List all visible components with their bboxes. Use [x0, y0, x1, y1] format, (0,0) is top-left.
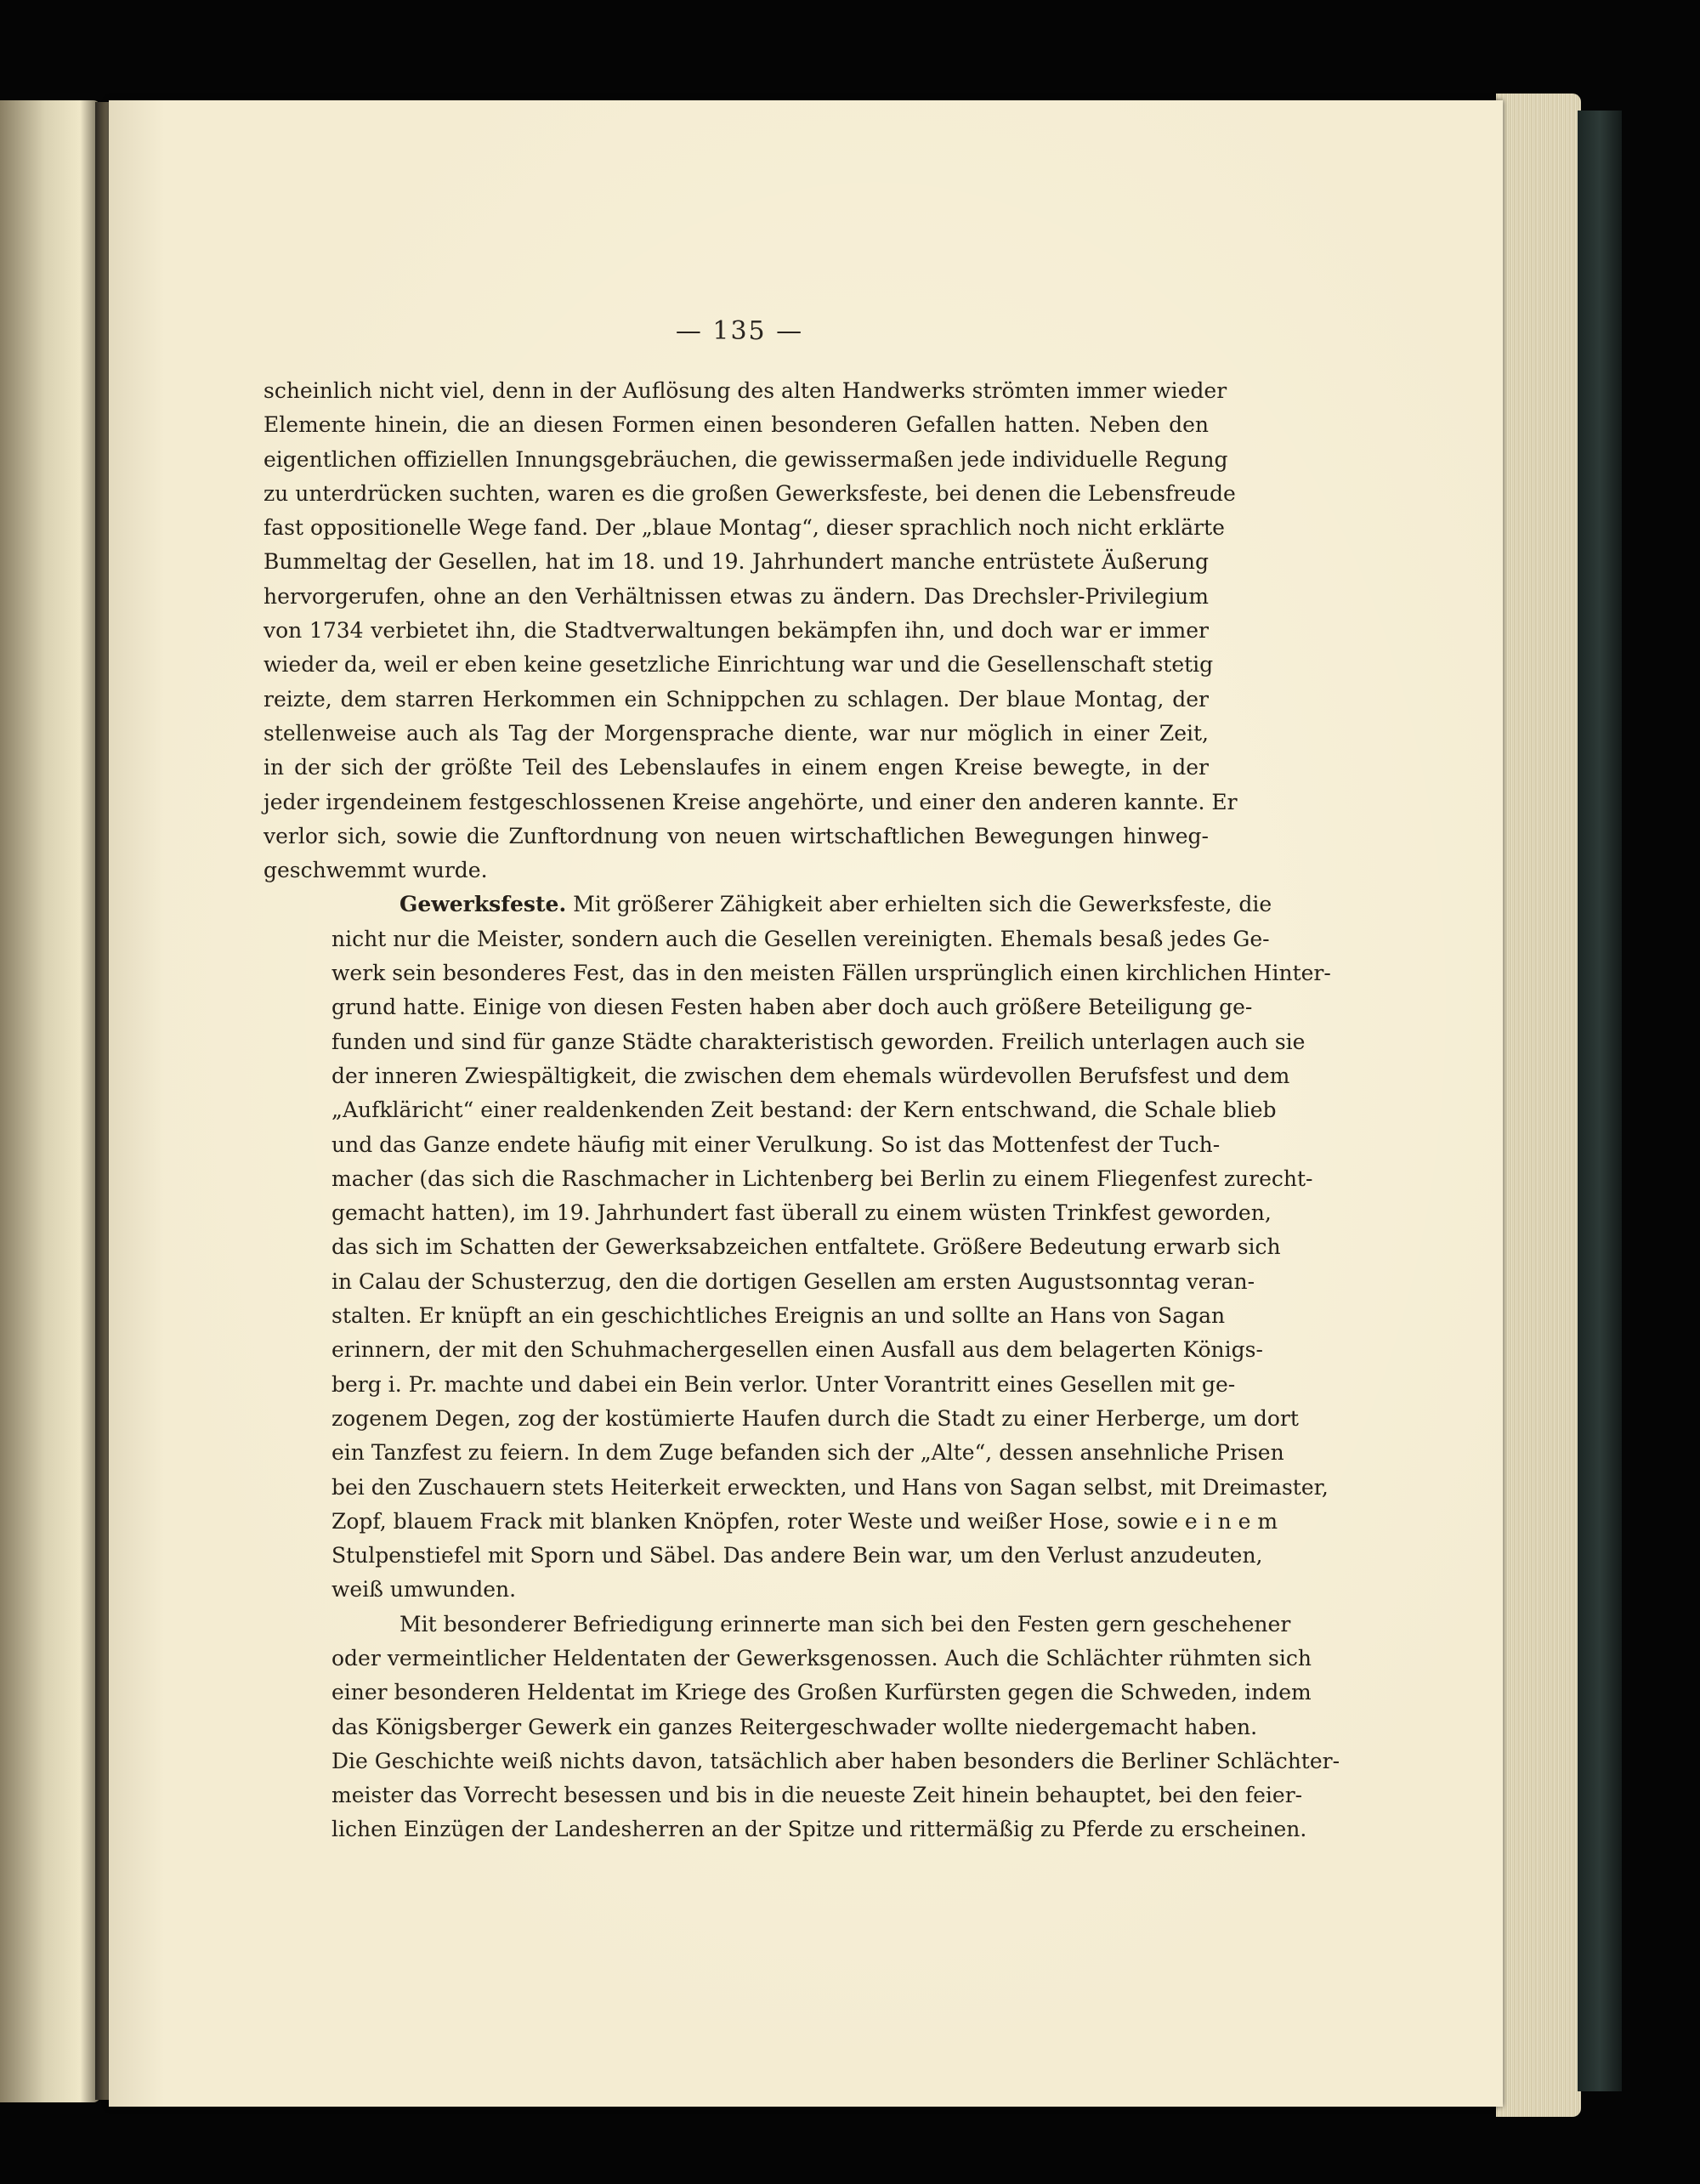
text-line: stalten. Er knüpft an ein geschichtliches Ereignis an und sollte an Hans von Sagan	[332, 1303, 1226, 1329]
text-line: Mit besonderer Befriedigung erinnerte man sich bei den Festen gern geschehener	[400, 1611, 1291, 1637]
paragraph	[264, 1608, 1340, 1847]
text-line: berg i. Pr. machte und dabei ein Bein verlor. Unter Vorantritt eines Gesellen mit ge-	[332, 1371, 1236, 1397]
text-line: geschwemmt wurde.	[264, 858, 488, 883]
paragraph	[264, 374, 1238, 888]
text-line: Die Geschichte weiß nichts davon, tatsächlich aber haben besonders die Berliner Schlächter-	[332, 1748, 1340, 1773]
page-edges	[1496, 94, 1581, 2117]
text-line: ein Tanzfest zu feiern. In dem Zuge befanden sich der „Alte“, dessen ansehnliche Prisen	[332, 1440, 1284, 1466]
text-line: scheinlich nicht viel, denn in der Auflösung des alten Handwerks strömten immer wieder	[264, 378, 1227, 403]
text-line: einer besonderen Heldentat im Kriege des Großen Kurfürsten gegen die Schweden, indem	[332, 1680, 1312, 1705]
text-line: oder vermeintlicher Heldentaten der Gewerksgenossen. Auch die Schlächter rühmten sich	[332, 1645, 1312, 1671]
text-line: funden und sind für ganze Städte charakteristisch geworden. Freilich unterlagen auch sie	[332, 1029, 1306, 1054]
text-line: Bummeltag der Gesellen, hat im 18. und 19. Jahrhundert manche entrüstete Äußerung	[264, 549, 1209, 575]
text-line: eigentlichen offiziellen Innungsgebräuchen, die gewissermaßen jede individuelle Regung	[264, 446, 1228, 472]
text-line: hervorgerufen, ohne an den Verhältnissen etwas zu ändern. Das Drechsler-Privilegium	[264, 583, 1209, 609]
text-line: Elemente hinein, die an diesen Formen einen besonderen Gefallen hatten. Neben den	[264, 412, 1209, 438]
text-line: das Königsberger Gewerk ein ganzes Reitergeschwader wollte niedergemacht haben.	[332, 1714, 1258, 1739]
text-line: nicht nur die Meister, sondern auch die Gesellen vereinigten. Ehemals besaß jedes Ge-	[332, 926, 1270, 951]
text-line: von 1734 verbietet ihn, die Stadtverwaltungen bekämpfen ihn, und doch war er immer	[264, 618, 1209, 644]
text-line: lichen Einzügen der Landesherren an der Spitze und rittermäßig zu Pferde zu erscheinen.	[332, 1817, 1307, 1842]
text-line: weiß umwunden.	[332, 1577, 517, 1603]
text-line: gemacht hatten), im 19. Jahrhundert fast überall zu einem wüsten Trinkfest geworden,	[332, 1200, 1272, 1226]
text-line: „Aufkläricht“ einer realdenkenden Zeit bestand: der Kern entschwand, die Schale blieb	[332, 1098, 1277, 1123]
text-line: und das Ganze endete häufig mit einer Verulkung. So ist das Mottenfest der Tuch-	[332, 1132, 1221, 1157]
text-line: bei den Zuschauern stets Heiterkeit erweckten, und Hans von Sagan selbst, mit Dreimaster,	[332, 1474, 1329, 1500]
text-line: fast oppositionelle Wege fand. Der „blaue Montag“, dieser sprachlich noch nicht erklärte	[264, 515, 1225, 541]
body-text	[264, 374, 1340, 1847]
text-line: zogenem Degen, zog der kostümierte Haufen durch die Stadt zu einer Herberge, um dort	[332, 1405, 1299, 1431]
text-line: zu unterdrücken suchten, waren es die großen Gewerksfeste, bei denen die Lebensfreude	[264, 480, 1236, 506]
book-cover-edge	[1578, 111, 1622, 2091]
text-line: meister das Vorrecht besessen und bis in die neueste Zeit hinein behauptet, bei den feier-	[332, 1783, 1303, 1808]
text-line: werk sein besonderes Fest, das in den meisten Fällen ursprünglich einen kirchlichen Hinter-	[332, 961, 1331, 986]
text-line: macher (das sich die Raschmacher in Lichtenberg bei Berlin zu einem Fliegenfest zurecht-	[332, 1166, 1313, 1191]
text-line: stellenweise auch als Tag der Morgensprache diente, war nur möglich in einer Zeit,	[264, 720, 1209, 746]
text-line: reizte, dem starren Herkommen ein Schnippchen zu schlagen. Der blaue Montag, der	[264, 686, 1209, 712]
text-line: Stulpenstiefel mit Sporn und Säbel. Das andere Bein war, um den Verlust anzudeuten,	[332, 1543, 1263, 1569]
text-line: in Calau der Schusterzug, den die dortigen Gesellen am ersten Augustsonntag veran-	[332, 1268, 1255, 1294]
text-line: wieder da, weil er eben keine gesetzliche Einrichtung war und die Gesellenschaft stetig	[264, 652, 1214, 678]
text-line: grund hatte. Einige von diesen Festen haben aber doch auch größere Beteiligung ge-	[332, 995, 1253, 1020]
page-number: — 135 —	[675, 316, 804, 346]
text-line: in der sich der größte Teil des Lebenslaufes in einem engen Kreise bewegte, in der	[264, 755, 1209, 780]
left-page-edge	[0, 100, 100, 2102]
text-line: verlor sich, sowie die Zunftordnung von neuen wirtschaftlichen Bewegungen hinweg-	[264, 823, 1209, 848]
text-line: Zopf, blauem Frack mit blanken Knöpfen, roter Weste und weißer Hose, sowie e i n e m	[332, 1508, 1278, 1534]
text-line: erinnern, der mit den Schuhmachergesellen einen Ausfall aus dem belagerten Königs-	[332, 1337, 1263, 1363]
text-line: der inneren Zwiespältigkeit, die zwischen dem ehemals würdevollen Berufsfest und dem	[332, 1063, 1290, 1088]
paragraph	[264, 888, 1331, 1607]
side-heading: Gewerksfeste.	[400, 892, 567, 917]
text-line: Gewerksfeste. Mit größerer Zähigkeit aber erhielten sich die Gewerksfeste, die	[400, 892, 1272, 917]
text-line: das sich im Schatten der Gewerksabzeichen entfaltete. Größere Bedeutung erwarb sich	[332, 1234, 1281, 1260]
text-line: jeder irgendeinem festgeschlossenen Kreise angehörte, und einer den anderen kannte. Er	[264, 789, 1238, 814]
